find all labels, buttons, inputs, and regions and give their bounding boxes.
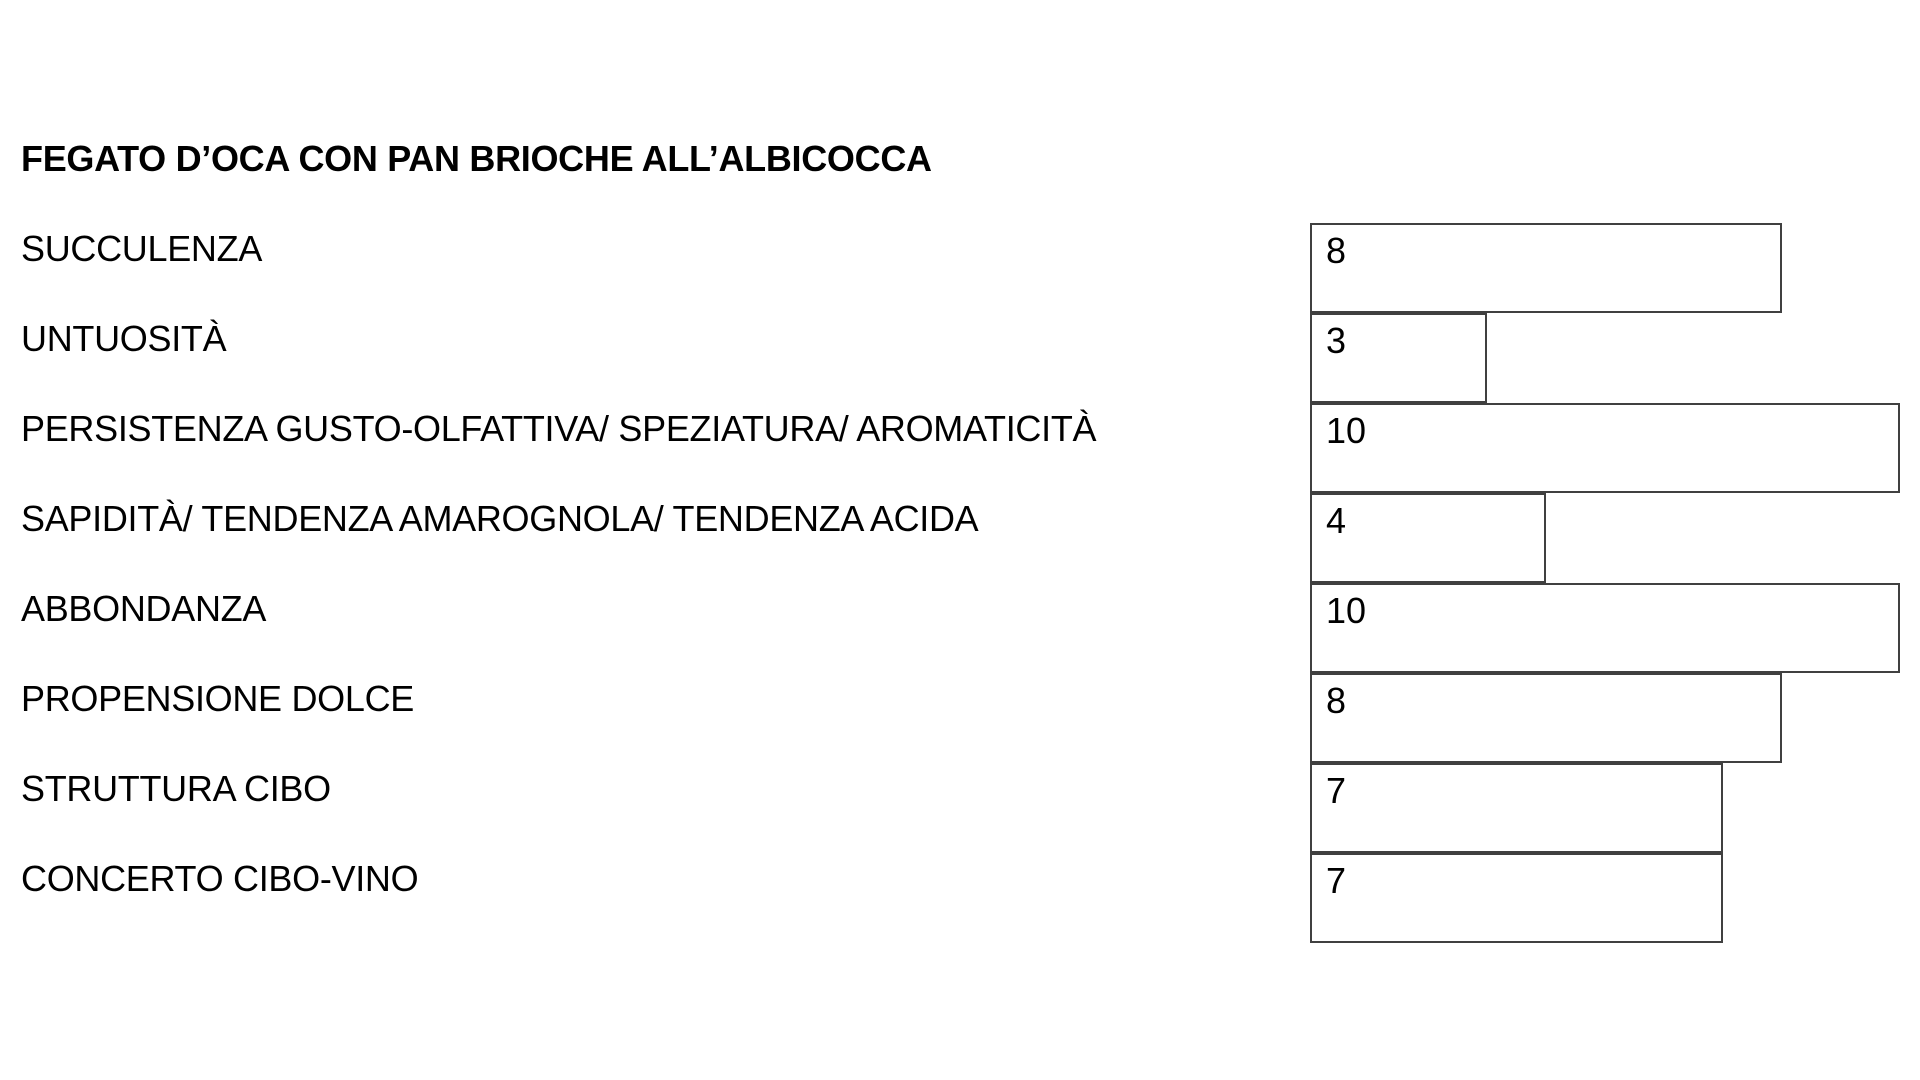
bar-value-label: 10 bbox=[1326, 590, 1367, 631]
bar bbox=[1310, 673, 1782, 763]
bar bbox=[1310, 313, 1487, 403]
category-label: PROPENSIONE DOLCE bbox=[21, 678, 414, 719]
category-label: CONCERTO CIBO-VINO bbox=[21, 858, 419, 899]
bar-value-label: 10 bbox=[1326, 410, 1367, 451]
bar-value-label: 8 bbox=[1326, 230, 1347, 271]
bar bbox=[1310, 493, 1546, 583]
bar bbox=[1310, 403, 1900, 493]
bar bbox=[1310, 853, 1723, 943]
bar-value-label: 7 bbox=[1326, 860, 1347, 901]
bar bbox=[1310, 223, 1782, 313]
category-label: UNTUOSITÀ bbox=[21, 318, 227, 359]
bar bbox=[1310, 583, 1900, 673]
category-label: SUCCULENZA bbox=[21, 228, 263, 269]
category-label: SAPIDITÀ/ TENDENZA AMAROGNOLA/ TENDENZA ACIDA bbox=[21, 498, 979, 539]
bar-value-label: 8 bbox=[1326, 680, 1347, 721]
chart-title: FEGATO D’OCA CON PAN BRIOCHE ALL’ALBICOCCA bbox=[21, 138, 932, 179]
category-label: PERSISTENZA GUSTO-OLFATTIVA/ SPEZIATURA/ AROMATICITÀ bbox=[21, 408, 1097, 449]
bar-value-label: 3 bbox=[1326, 320, 1347, 361]
bar-value-label: 4 bbox=[1326, 500, 1347, 541]
bar-value-label: 7 bbox=[1326, 770, 1347, 811]
bar bbox=[1310, 763, 1723, 853]
category-label: STRUTTURA CIBO bbox=[21, 768, 331, 809]
category-label: ABBONDANZA bbox=[21, 588, 267, 629]
